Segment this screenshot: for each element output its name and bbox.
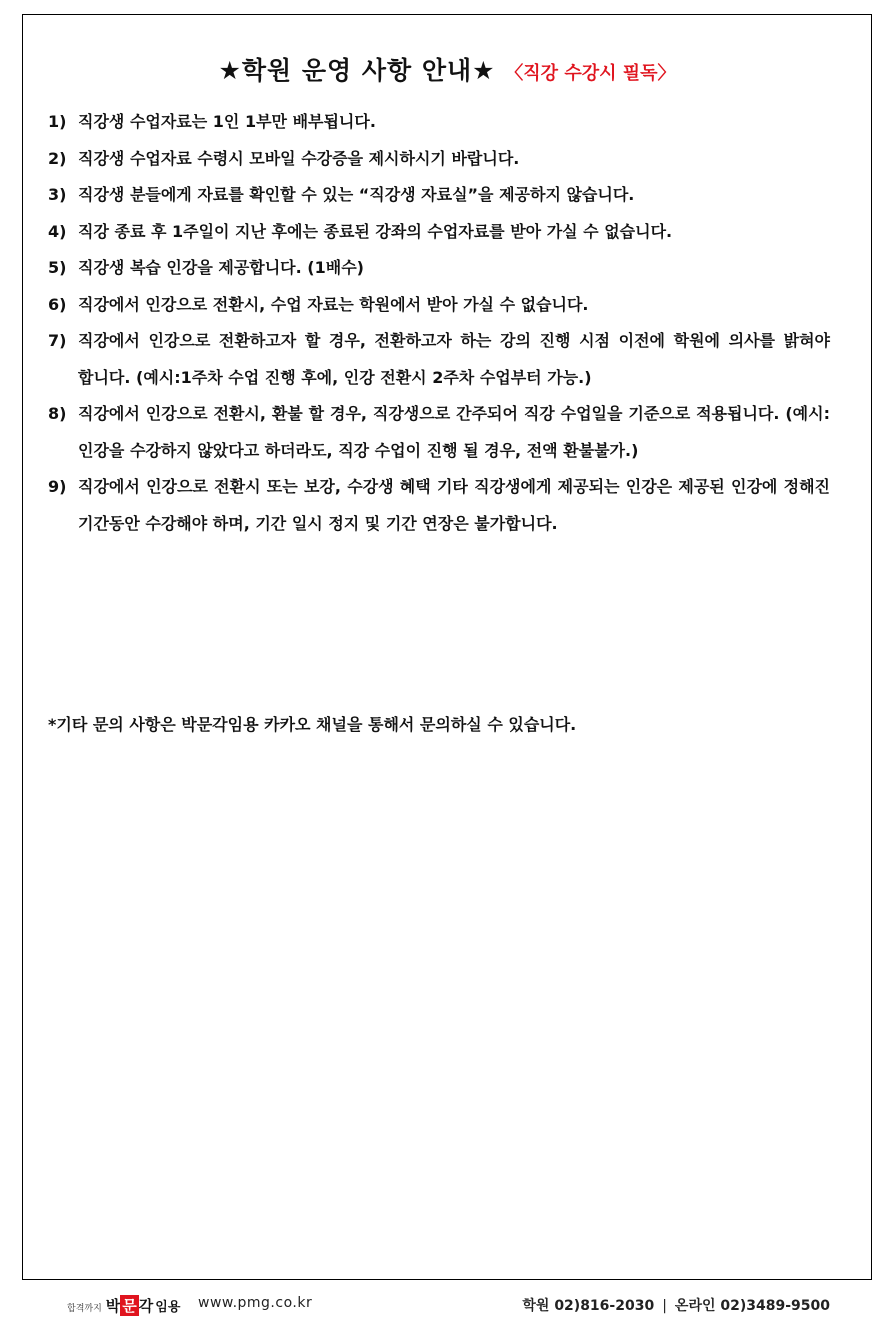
rule-item (48, 104, 830, 141)
rule-number: 9) (48, 477, 67, 496)
website-link[interactable]: www.pmg.co.kr (198, 1295, 313, 1311)
logo-text-highlight: 문 (122, 1297, 137, 1315)
rule-text: 직강에서 인강으로 전환하고자 할 경우, 전환하고자 하는 강의 진행 시점 이전에 학원에 의사를 밝혀야 합니다. (예시:1주차 수업 진행 후에, 인강 전환시 2주차 수업부터 가능.) (78, 331, 830, 387)
rule-item (48, 141, 830, 178)
rule-number: 8) (48, 404, 67, 423)
rule-text: 직강생 복습 인강을 제공합니다. (1배수) (78, 258, 364, 277)
logo-text-end: 각 (138, 1297, 154, 1315)
academy-phone: 02)816-2030 (554, 1298, 655, 1314)
rule-item (48, 177, 830, 214)
rule-text: 직강 종료 후 1주일이 지난 후에는 종료된 강좌의 수업자료를 받아 가실 수 없습니다. (78, 221, 673, 241)
rule-text: 직강생 수업자료는 1인 1부만 배부됩니다. (78, 112, 376, 131)
academy-label: 학원 (522, 1298, 550, 1314)
rule-text: 직강에서 인강으로 전환시, 수업 자료는 학원에서 받아 가실 수 없습니다. (78, 294, 589, 314)
rule-item (48, 250, 830, 287)
brand-logo (67, 1295, 180, 1316)
logo-text-suffix: 임용 (155, 1300, 181, 1315)
title-main: ★학원 운영 사항 안내★ (218, 56, 496, 85)
rule-text: 직강생 분들에게 자료를 확인할 수 있는 “직강생 자료실”을 제공하지 않습니다. (78, 185, 635, 204)
footer (0, 1290, 890, 1318)
rule-number: 5) (48, 258, 67, 277)
rule-number: 3) (48, 185, 67, 204)
rule-item (48, 287, 830, 324)
rule-item (48, 469, 830, 542)
rule-item (48, 396, 830, 469)
rules-list (48, 104, 830, 542)
online-label: 온라인 (674, 1298, 716, 1314)
rule-number: 4) (48, 221, 67, 241)
rule-item (48, 214, 830, 251)
rule-number: 2) (48, 148, 67, 168)
page-title (23, 51, 871, 87)
rule-item (48, 323, 830, 396)
contact-separator: | (662, 1298, 667, 1314)
rule-text: 직강에서 인강으로 전환시 또는 보강, 수강생 혜택 기타 직강생에게 제공되는 인강은 제공된 인강에 정해진 기간동안 수강해야 하며, 기간 일시 정지 및 기간 연장은 불가합니다. (78, 477, 830, 533)
title-subtitle: 〈직강 수강시 필독〉 (505, 63, 676, 84)
rule-number: 6) (48, 294, 67, 314)
brand-slogan: 합격까지 (67, 1304, 102, 1314)
rule-number: 7) (48, 331, 67, 350)
rule-text: 직강생 수업자료 수령시 모바일 수강증을 제시하시기 바랍니다. (78, 148, 520, 168)
rule-number: 1) (48, 112, 67, 131)
inquiry-note: *기타 문의 사항은 박문각임용 카카오 채널을 통해서 문의하실 수 있습니다. (48, 715, 577, 734)
rule-text: 직강에서 인강으로 전환시, 환불 할 경우, 직강생으로 간주되어 직강 수업일을 기준으로 적용됩니다. (예시:인강을 수강하지 않았다고 하더라도, 직강 수업이 진행 될 경우, 전액 환불불가.) (78, 404, 830, 460)
logo-text-start: 박 (105, 1297, 121, 1315)
online-phone: 02)3489-9500 (720, 1298, 830, 1314)
contact-info (522, 1295, 830, 1315)
